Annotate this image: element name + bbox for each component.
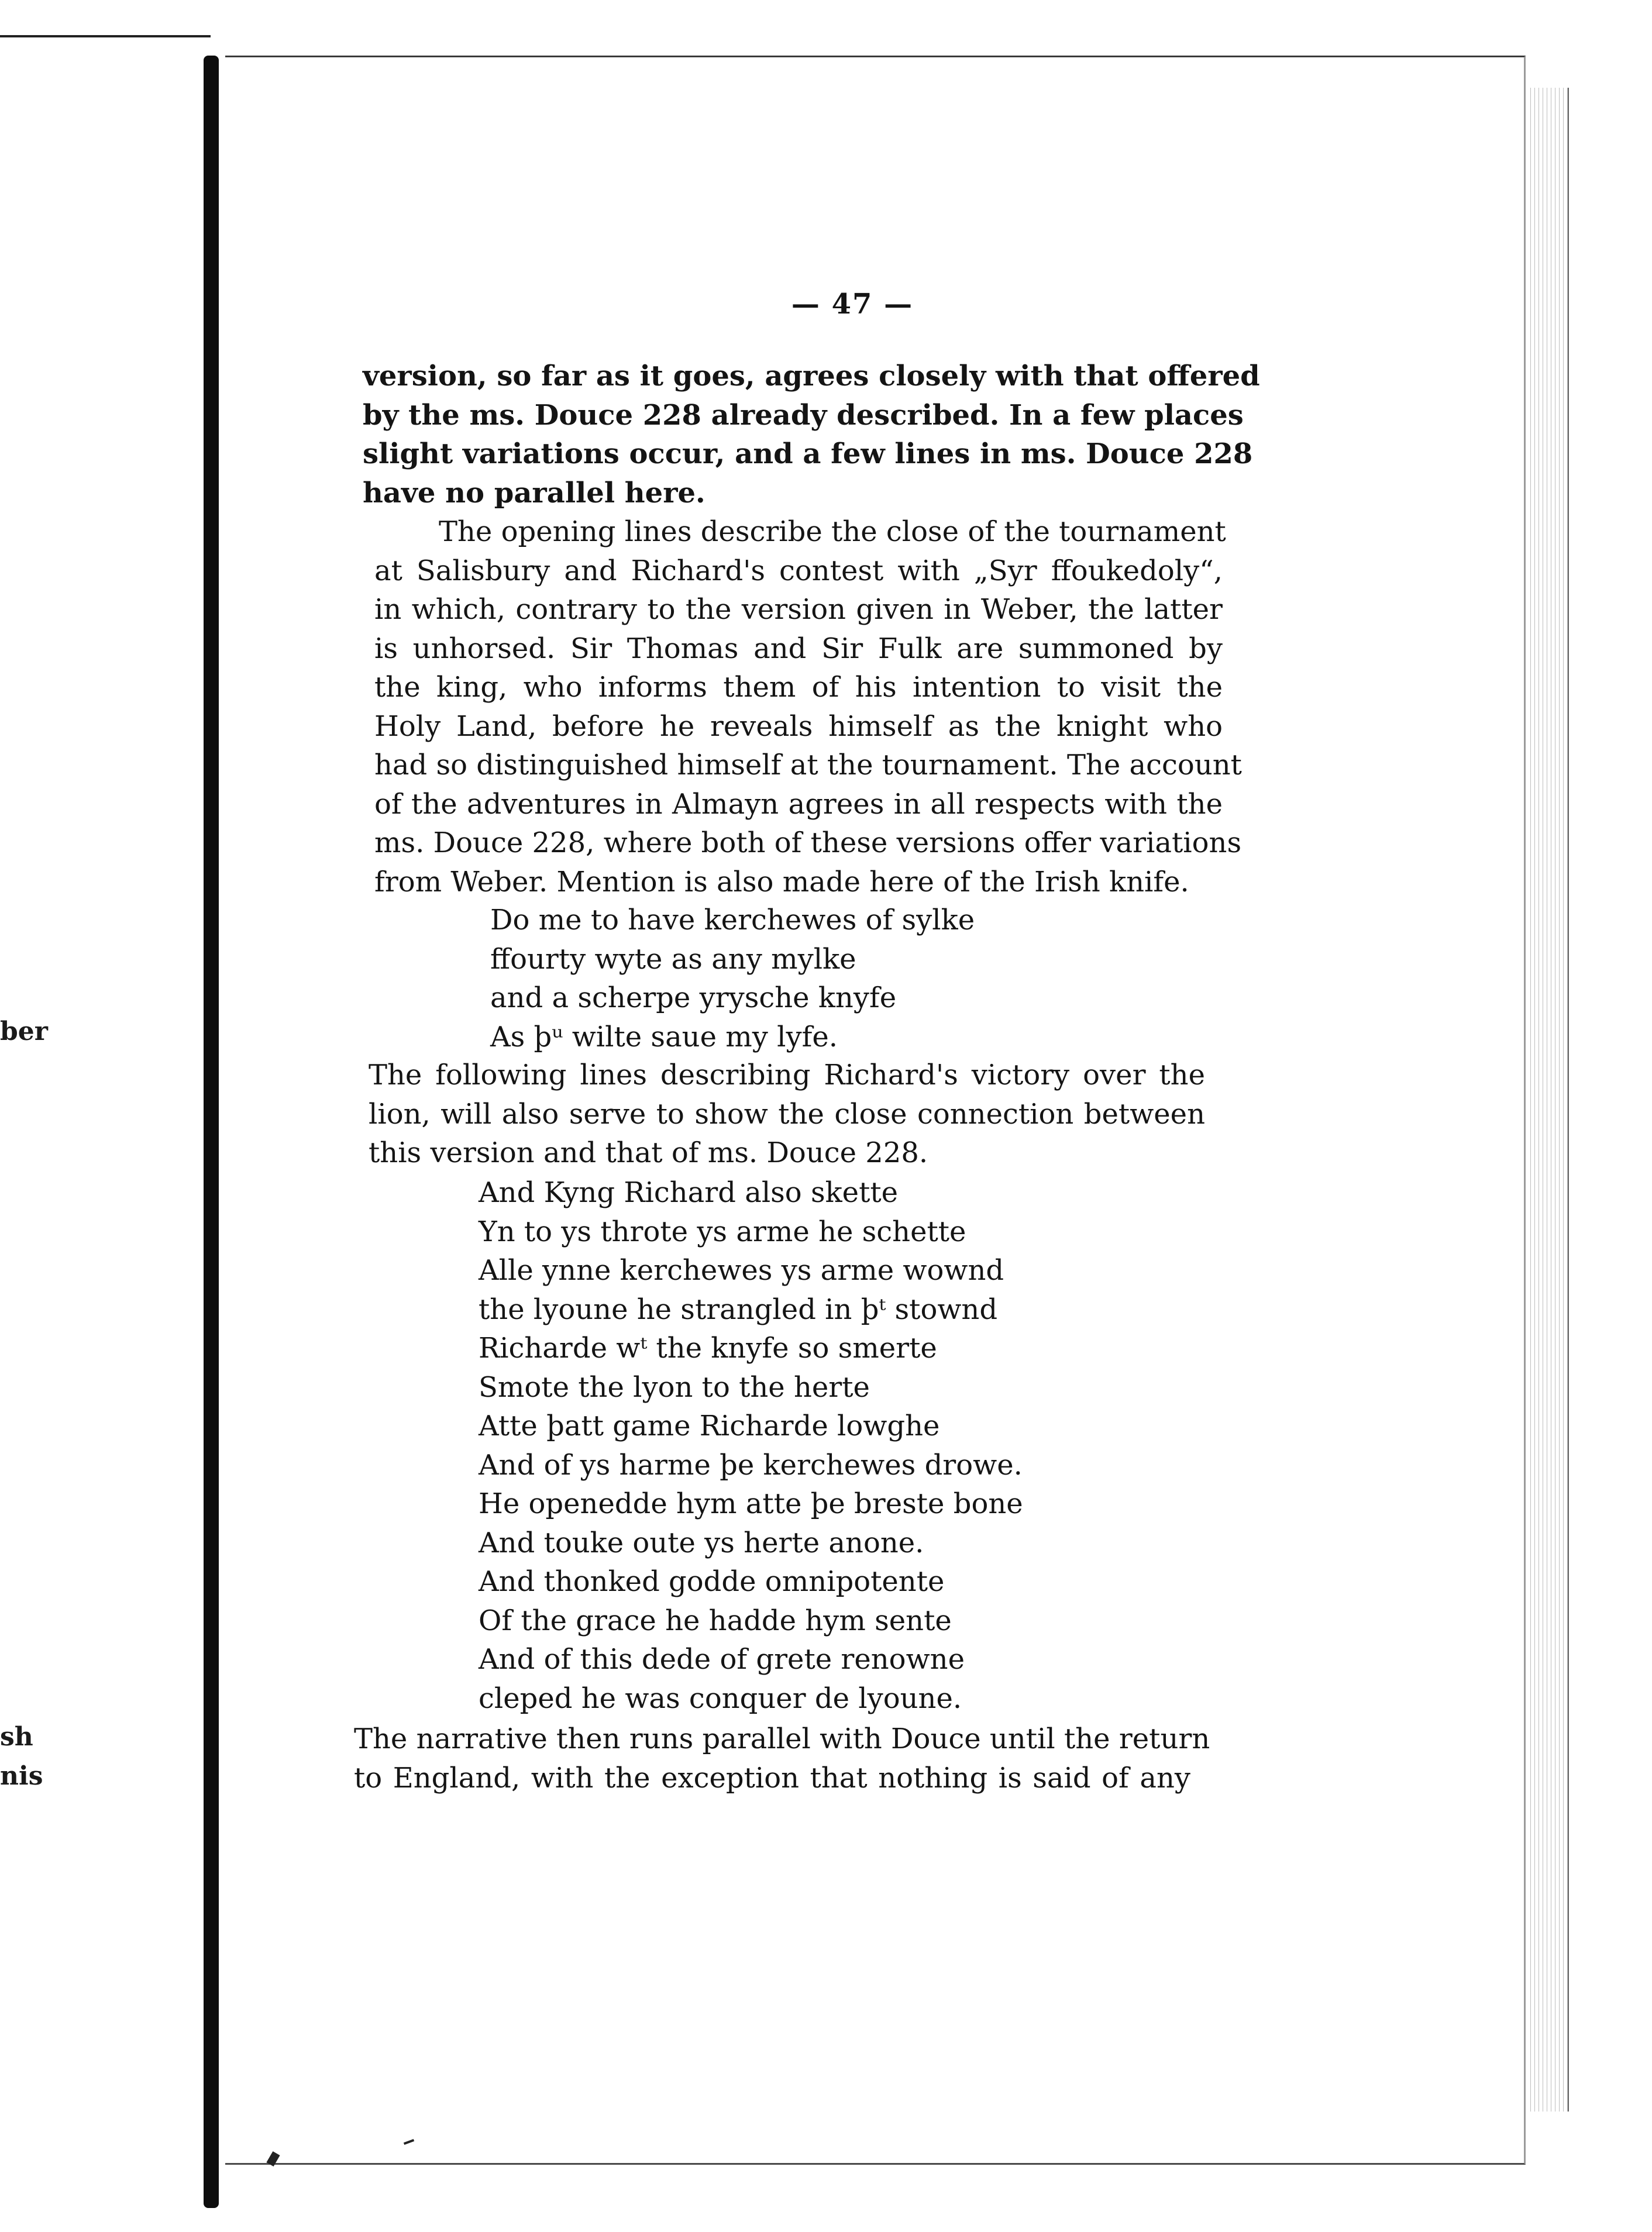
verse-line: ffourty wyte as any mylke bbox=[490, 942, 856, 976]
paragraph bbox=[374, 512, 1242, 901]
text-line: is unhorsed. Sir Thomas and Sir Fulk are summoned by bbox=[374, 632, 1223, 665]
verse-line: Richarde wᵗ the knyfe so smerte bbox=[479, 1332, 937, 1365]
verse-quotation bbox=[490, 901, 975, 1056]
text-line: this version and that of ms. Douce 228. bbox=[369, 1136, 928, 1169]
text-line: The following lines describing Richard's victory over the bbox=[369, 1059, 1205, 1091]
verse-line: Smote the lyon to the herte bbox=[479, 1370, 870, 1404]
page-number: — 47 — bbox=[791, 288, 914, 321]
paragraph bbox=[363, 357, 1260, 512]
verse-line: Of the grace he hadde hym sente bbox=[479, 1604, 952, 1637]
verse-quotation bbox=[479, 1173, 1023, 1718]
verse-line: As þᵘ wilte saue my lyfe. bbox=[490, 1020, 838, 1053]
paragraph bbox=[354, 1720, 1210, 1797]
text-line: to England, with the exception that nothing is said of any bbox=[354, 1761, 1190, 1794]
verse-line: And of this dede of grete renowne bbox=[479, 1643, 965, 1676]
verse-line: Do me to have kerchewes of sylke bbox=[490, 904, 975, 936]
text-line: ms. Douce 228, where both of these versions offer variations bbox=[374, 826, 1242, 859]
text-line: lion, will also serve to show the close connection between bbox=[369, 1097, 1205, 1131]
verse-line: And of ys harme þe kerchewes drowe. bbox=[479, 1448, 1023, 1482]
text-line: of the adventures in Almayn agrees in all respects with the bbox=[374, 787, 1223, 821]
verse-line: and a scherpe yrysche knyfe bbox=[490, 981, 897, 1014]
text-line: at Salisbury and Richard's contest with „Syr ffoukedoly“, bbox=[374, 554, 1223, 587]
text-line: version, so far as it goes, agrees closely with that offered bbox=[363, 360, 1260, 392]
verse-line: Atte þatt game Richarde lowghe bbox=[479, 1410, 940, 1442]
paragraph bbox=[369, 1056, 1205, 1173]
text-line: the king, who informs them of his intention to visit the bbox=[374, 671, 1223, 704]
left-page-fragment: ber bbox=[0, 1017, 48, 1046]
text-line: The opening lines describe the close of the tournament bbox=[439, 515, 1226, 548]
book-gutter bbox=[204, 56, 219, 2208]
text-line: The narrative then runs parallel with Douce until the return bbox=[354, 1723, 1210, 1755]
left-page bbox=[0, 35, 211, 2131]
text-line: slight variations occur, and a few lines in ms. Douce 228 bbox=[363, 438, 1253, 470]
text-line: by the ms. Douce 228 already described. In a few places bbox=[363, 398, 1244, 432]
verse-line: Alle ynne kerchewes ys arme wownd bbox=[479, 1254, 1004, 1287]
verse-line: And thonked godde omnipotente bbox=[479, 1565, 945, 1598]
verse-line: And Kyng Richard also skette bbox=[479, 1176, 899, 1209]
text-line: from Weber. Mention is also made here of the Irish knife. bbox=[374, 865, 1189, 898]
verse-line: the lyoune he strangled in þᵗ stownd bbox=[479, 1293, 998, 1326]
text-line: in which, contrary to the version given in Weber, the latter bbox=[374, 593, 1223, 626]
text-line: Holy Land, before he reveals himself as the knight who bbox=[374, 709, 1223, 743]
verse-line: cleped he was conquer de lyoune. bbox=[479, 1682, 962, 1715]
verse-line: And touke oute ys herte anone. bbox=[479, 1526, 924, 1559]
verse-line: He openedde hym atte þe breste bone bbox=[479, 1487, 1023, 1520]
left-page-fragment: sh bbox=[0, 1722, 33, 1752]
page-stack-edge bbox=[1527, 88, 1569, 2112]
verse-line: Yn to ys throte ys arme he schette bbox=[479, 1215, 966, 1248]
left-page-fragment: nis bbox=[0, 1761, 43, 1791]
text-line: have no parallel here. bbox=[363, 476, 705, 509]
text-line: had so distinguished himself at the tournament. The account bbox=[374, 749, 1242, 781]
